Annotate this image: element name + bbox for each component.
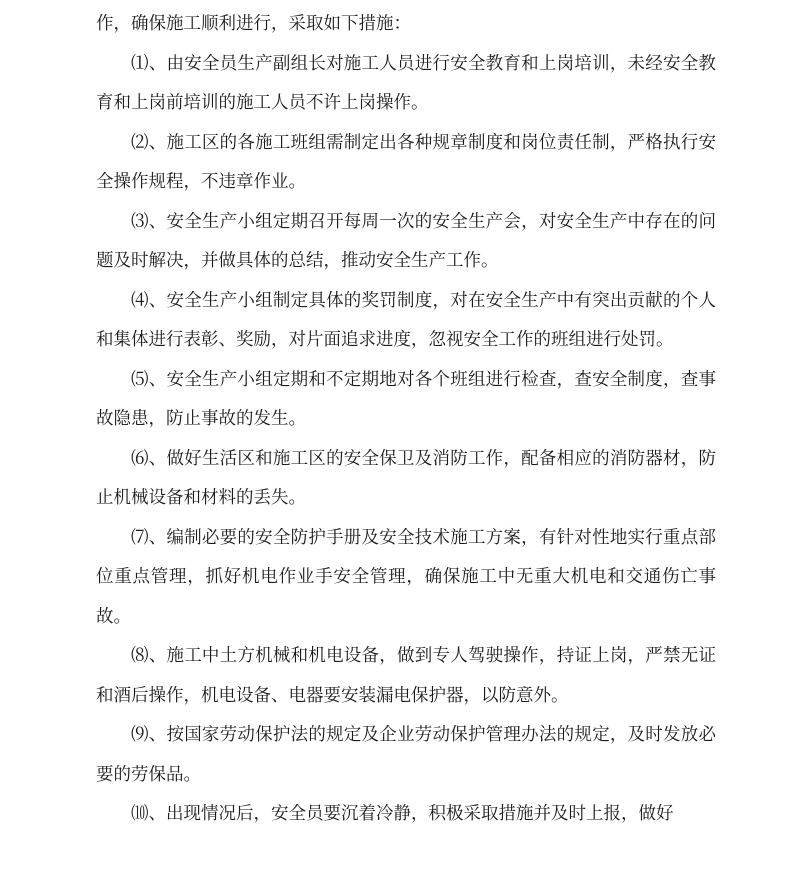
paragraph-item-9: ⑼、按国家劳动保护法的规定及企业劳动保护管理办法的规定，及时发放必要的劳保品。: [96, 725, 716, 785]
paragraph-item-3: ⑶、安全生产小组定期召开每周一次的安全生产会，对安全生产中存在的问题及时解决，并做具体的总结，推动安全生产工作。: [96, 211, 716, 271]
paragraph-item-10: ⑽、出现情况后，安全员要沉着冷静，积极采取措施并及时上报，做好: [131, 804, 674, 824]
paragraph-item-1: ⑴、由安全员生产副组长对施工人员进行安全教育和上岗培训，未经安全教育和上岗前培训的施工人员不许上岗操作。: [96, 53, 716, 113]
paragraph-item-4: ⑷、安全生产小组制定具体的奖罚制度，对在安全生产中有突出贡献的个人和集体进行表彰、奖励，对片面追求进度，忽视安全工作的班组进行处罚。: [96, 290, 716, 350]
paragraph-intro: 作，确保施工顺利进行，采取如下措施：: [96, 14, 411, 34]
paragraph-item-2: ⑵、施工区的各施工班组需制定出各种规章制度和岗位责任制，严格执行安全操作规程，不违章作业。: [96, 132, 716, 192]
paragraph-item-8: ⑻、施工中土方机械和机电设备，做到专人驾驶操作，持证上岗，严禁无证和酒后操作，机电设备、电器要安装漏电保护器，以防意外。: [96, 646, 716, 706]
paragraph-item-5: ⑸、安全生产小组定期和不定期地对各个班组进行检查，查安全制度，查事故隐患，防止事故的发生。: [96, 369, 716, 429]
paragraph-item-7: ⑺、编制必要的安全防护手册及安全技术施工方案，有针对性地实行重点部位重点管理，抓好机电作业手安全管理，确保施工中无重大机电和交通伤亡事故。: [96, 527, 716, 627]
paragraph-item-6: ⑹、做好生活区和施工区的安全保卫及消防工作，配备相应的消防器材，防止机械设备和材料的丢失。: [96, 448, 716, 508]
document-body: [96, 5, 716, 835]
